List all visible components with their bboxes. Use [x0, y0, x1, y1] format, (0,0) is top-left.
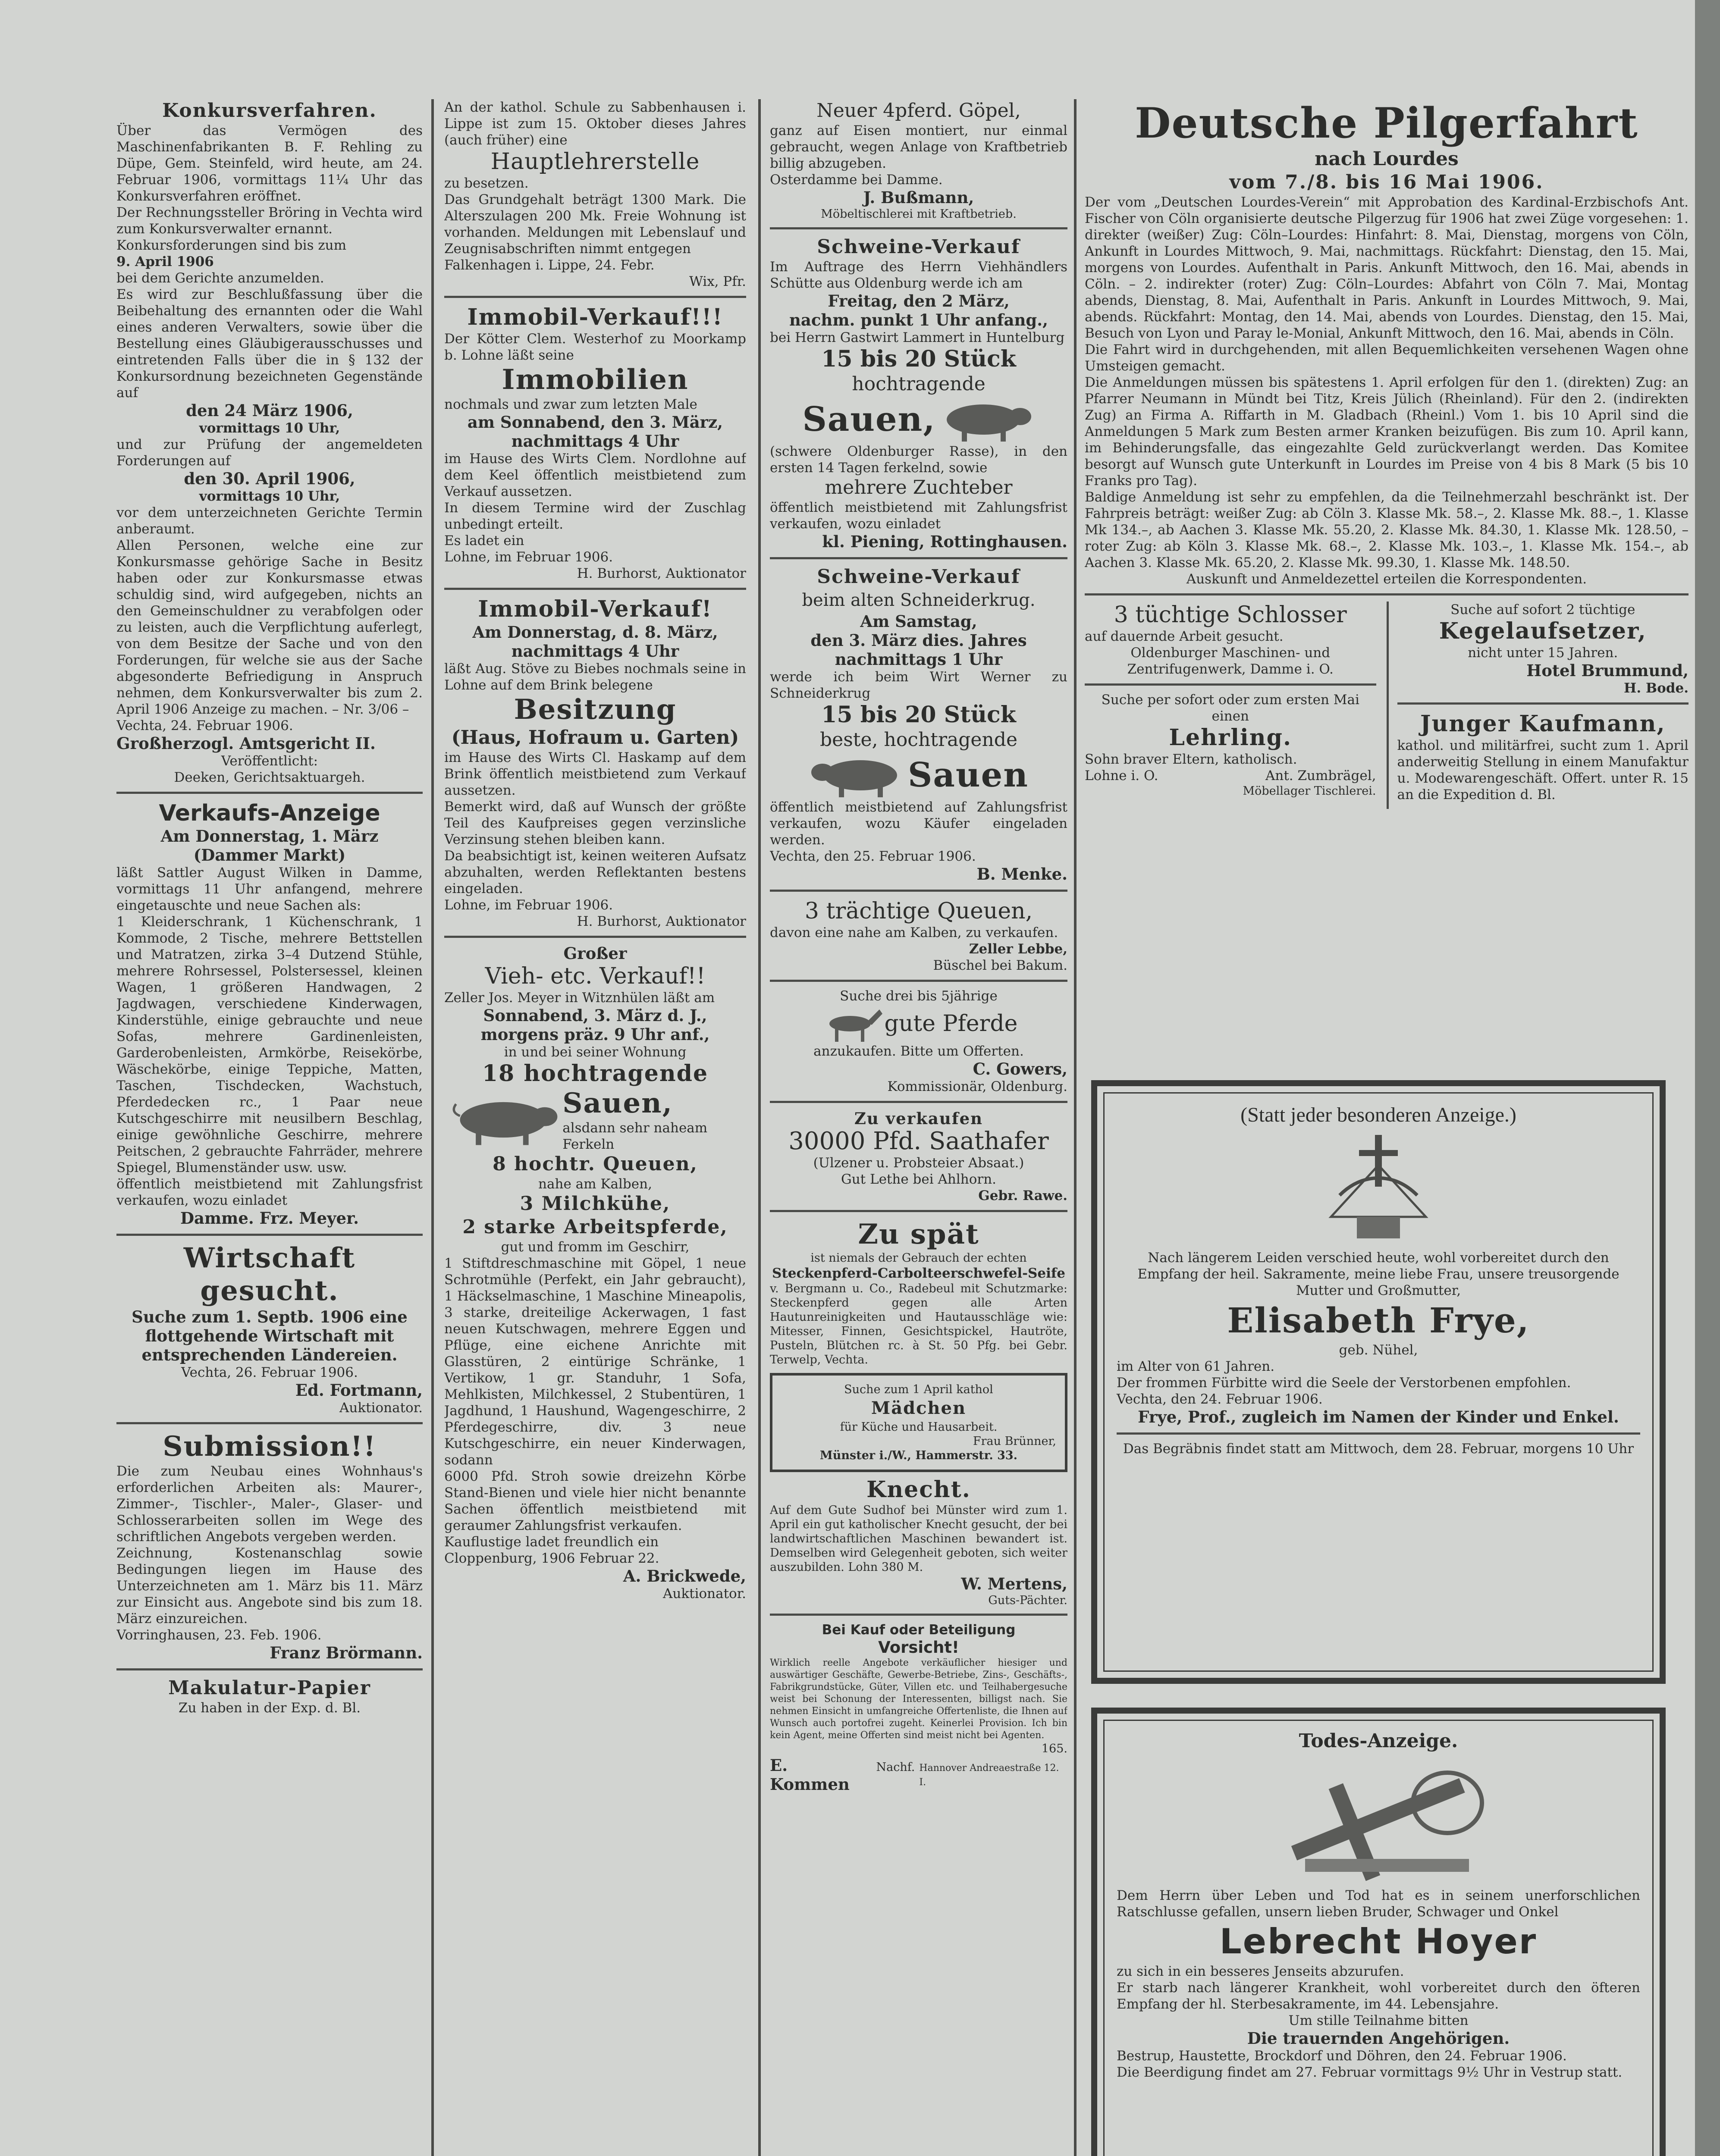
- ad-text: Auf dem Gute Sudhof bei Münster wird zum 1. April ein gut katholischer Knecht gesucht, der bei landwirtschaftlichen Maschinen bewandert ist. Demselben wird Gelegenheit geboten, sich weiter auszubilden. Lohn 380 M.: [770, 1504, 1067, 1574]
- ad-text: werde ich beim Wirt Werner zu Schneiderkrug: [770, 669, 1067, 701]
- ad-title: Makulatur-Papier: [168, 1677, 371, 1699]
- ad-text: läßt Aug. Stöve zu Biebes nochmals seine in Lohne auf dem Brink belegene: [444, 661, 746, 693]
- ad-text: nochmals und zwar zum letzten Male: [444, 397, 697, 412]
- ad-title: Besitzung: [514, 693, 677, 726]
- ad-date: den 3. März dies. Jahres: [810, 631, 1027, 650]
- ad-title: gute Pferde: [884, 1011, 1018, 1037]
- ad-text: Das Grundgehalt beträgt 1300 Mark. Die Alterszulagen 200 Mk. Freie Wohnung ist vorhanden. Meldungen mit Lebenslauf und Zeugnisabschriften nimmt entgegen: [444, 192, 746, 257]
- pig-icon: [809, 752, 908, 799]
- ad-text: v. Bergmann u. Co., Radebeul mit Schutzmarke: Steckenpferd gegen alle Arten Hautunreinigkeiten und Hautausschläge wie: Mitesser, Finnen, Gesichtspickel, Hautröte, Pusteln, Blütchen rc. à St. 50 Pfg. bei Gebr. Terwelp, Vechta.: [770, 1282, 1067, 1366]
- ad-text: Bemerkt wird, daß auf Wunsch der größte Teil des Kaufpreises gegen verzinsliche Verzinsung stehen bleiben kann.: [444, 799, 746, 847]
- ad-place: Osterdamme bei Damme.: [770, 172, 943, 188]
- ad-sign: H. Burhorst, Auktionator: [577, 566, 746, 581]
- ad-text: Sohn braver Eltern, katholisch.: [1085, 752, 1297, 767]
- obituary-inner: [1103, 1092, 1654, 1672]
- cross-ornament-icon: [1314, 1131, 1443, 1247]
- ad-sign: A. Brickwede,: [623, 1567, 746, 1586]
- ad-text: öffentlich meistbietend mit Zahlungsfrist verkaufen, wozu einladet: [116, 1176, 423, 1208]
- ad-sign: Deeken, Gerichtsaktuargeh.: [174, 770, 365, 785]
- obituary-text: Er starb nach längerer Krankheit, wohl vorbereitet durch den öfteren Empfang der hl. Sterbesakramente, im 44. Lebensjahre.: [1117, 1980, 1640, 2012]
- ad-separator: [770, 1101, 1067, 1103]
- ad-text: läßt Sattler August Wilken in Damme, vormittags 11 Uhr anfangend, mehrere eingetauschte und neue Sachen als:: [116, 865, 423, 913]
- ad-text: 1 Kleiderschrank, 1 Küchenschrank, 1 Kommode, 2 Tische, mehrere Bettstellen und Matratzen, zirka 3–4 Dutzend Stühle, mehrere Rohrsessel, Polstersessel, kleinen Wagen, 1 größeren Handwagen, 2 Jagdwagen, verschiedene Kinderwagen, Kinderstühle, einige gebrauchte und neue Sofas, mehrere Gardinenleisten, Garderobenleisten, Armkörbe, Reisekörbe, Wäschekörbe, einige Teppiche, Matten, Taschen, Tischdecken, Wachstuch, Pferdedecken rc., 1 Paar neue Kutschgeschirre mit neusilbern Beschlag, einige gewöhnliche Geschirre, mehrere Peitschen, 2 gebrauchte Fahrräder, mehrere Spiegel, Blumenständer usw. usw.: [116, 914, 423, 1175]
- horse-row: [770, 1004, 1067, 1043]
- sow-row: [770, 752, 1067, 799]
- ad-text: Suche zum 1. Septb. 1906 eine flottgehende Wirtschaft mit entsprechenden Ländereien.: [132, 1307, 408, 1364]
- ad-text: Es wird zur Beschlußfassung über die Beibehaltung des ernannten oder die Wahl eines anderen Verwalters, sowie über die Bestellung eines Gläubigerausschusses und eintretenden Falls über die in § 132 der Konkursordnung bezeichneten Gegenstände auf: [116, 287, 423, 401]
- obituary-burial: Das Begräbnis findet statt am Mittwoch, dem 28. Februar, morgens 10 Uhr: [1123, 1441, 1634, 1457]
- ad-item: mehrere Zuchteber: [825, 476, 1013, 498]
- ad-place: Falkenhagen i. Lippe, 24. Febr.: [444, 257, 655, 273]
- ad-text: nahe am Kalben,: [538, 1176, 652, 1192]
- ad-subtitle: Steckenpferd-Carbolteerschwefel-Seife: [772, 1266, 1065, 1281]
- ad-title: Immobil-Verkauf!: [478, 596, 712, 622]
- ad-text: Allen Personen, welche eine zur Konkursmasse gehörige Sache in Besitz haben oder zur Konkursmasse etwas schuldig sind, wird aufgegeben, nichts an den Gemeinschuldner zu verabfolgen oder zu leisten, auch die Verpflichtung auferlegt, von dem Besitze der Sache und von den Forderungen, für welche sie aus der Sache abgesonderte Befriedigung in Anspruch nehmen, dem Konkursverwalter bis zum 2. April 1906 Anzeige zu machen. – Nr. 3/06 –: [116, 538, 423, 717]
- ad-role: Möbellager Tischlerei.: [1243, 784, 1376, 798]
- ad-title: 3 trächtige Queuen,: [804, 898, 1033, 924]
- ad-count: 15 bis 20 Stück: [821, 346, 1016, 372]
- ad-item: 3 Milchkühe,: [520, 1193, 671, 1215]
- ad-place: Münster i./W., Hammerstr. 33.: [819, 1449, 1018, 1462]
- ad-pretitle: Suche auf sofort 2 tüchtige: [1450, 602, 1635, 617]
- obituary-name: Elisabeth Frye,: [1227, 1300, 1530, 1341]
- ad-role: Auktionator.: [662, 1586, 746, 1601]
- obituary-text: Nach längerem Leiden verschied heute, wohl vorbereitet durch den Empfang der heil. Sakramente, meine liebe Frau, unsere treusorgende Mutter und Großmutter,: [1137, 1250, 1620, 1298]
- ad-immobil-2: [444, 596, 746, 930]
- ad-pretitle: Zu verkaufen: [854, 1109, 983, 1128]
- ad-subtitle: beste, hochtragende: [820, 729, 1017, 751]
- ad-separator: [1117, 1432, 1640, 1435]
- ad-time: morgens präz. 9 Uhr anf.,: [480, 1025, 710, 1044]
- ad-separator: [770, 890, 1067, 892]
- ad-vorsicht: [770, 1622, 1067, 1794]
- ad-role: Auktionator.: [339, 1400, 423, 1416]
- pig-row: [444, 1087, 746, 1153]
- ad-title: Sauen: [908, 755, 1029, 795]
- sow-row: [770, 396, 1067, 443]
- ad-separator: [116, 1668, 423, 1670]
- ad-text: Kauflustige ladet freundlich ein: [444, 1534, 659, 1550]
- ad-text: Zeller Jos. Meyer in Witznhülen läßt am: [444, 990, 715, 1006]
- ad-sign: W. Mertens,: [961, 1574, 1067, 1593]
- ad-text: Über das Vermögen des Maschinenfabrikanten B. F. Rehling zu Düpe, Gem. Steinfeld, wird heute, am 24. Februar 1906, vormittags 11¼ Uhr das Konkursverfahren eröffnet.: [116, 123, 423, 204]
- ad-title: Submission!!: [163, 1430, 377, 1463]
- ad-sign: B. Menke.: [976, 865, 1067, 884]
- ad-time: nachm. punkt 1 Uhr anfang.,: [789, 310, 1048, 329]
- ad-separator: [444, 296, 746, 298]
- cross-wreath-icon: [1245, 1755, 1512, 1885]
- ad-goepel: [770, 99, 1067, 221]
- ad-separator: [770, 227, 1067, 229]
- ad-sign: Ant. Zumbrägel,: [1265, 768, 1376, 783]
- ad-title: Knecht.: [866, 1476, 971, 1503]
- ad-title: Wirtschaft: [183, 1242, 356, 1274]
- ad-title: Verkaufs-Anzeige: [159, 800, 380, 826]
- ad-title: gesucht.: [200, 1275, 339, 1307]
- column-rule: [758, 99, 761, 2156]
- column-rule: [1074, 99, 1077, 2156]
- ad-separator: [770, 1614, 1067, 1616]
- obituary-burial: Die Beerdigung findet am 27. Februar vormittags 9½ Uhr in Vestrup statt.: [1117, 2065, 1623, 2080]
- ad-title: Vorsicht!: [878, 1638, 959, 1657]
- obituary-hoyer: [1091, 1708, 1666, 2156]
- ad-title: Lehrling.: [1169, 724, 1292, 751]
- ad-title: 3 tüchtige Schlosser: [1114, 602, 1347, 628]
- ad-text: Konkursforderungen sind bis zum: [116, 238, 347, 253]
- ad-text: öffentlich meistbietend mit Zahlungsfrist verkaufen, wozu einladet: [770, 500, 1067, 532]
- lehrling-sign-row: [1085, 768, 1376, 784]
- ad-item: 8 hochtr. Queuen,: [493, 1153, 698, 1175]
- obituary-text: Dem Herrn über Leben und Tod hat es in seinem unerforschlichen Ratschlusse gefallen, unsern lieben Bruder, Schwager und Onkel: [1117, 1888, 1640, 1920]
- ad-date: am Sonnabend, den 3. März,: [467, 413, 723, 432]
- ad-konkurs: [116, 99, 423, 786]
- ad-role: Guts-Pächter.: [988, 1594, 1067, 1607]
- ad-role: Möbeltischlerei mit Kraftbetrieb.: [821, 207, 1017, 221]
- ad-submission: [116, 1430, 423, 1662]
- column-1: [116, 99, 423, 2156]
- obituary-text: Um stille Teilnahme bitten: [1288, 2013, 1469, 2028]
- ad-time: nachmittags 1 Uhr: [835, 650, 1003, 669]
- ad-pretitle: Großer: [563, 944, 627, 963]
- ad-subtitle: (Dammer Markt): [193, 846, 346, 865]
- ad-text: Es ladet ein: [444, 533, 524, 548]
- ad-sign: Franz Brörmann.: [270, 1643, 423, 1662]
- ad-text: Der vom „Deutschen Lourdes-Verein“ mit Approbation des Kardinal-Erzbischofs Ant. Fischer von Cöln organisierte deutsche Pilgerzug für 1906 hat zwei Züge vorgesehen: 1. direkter (weißer) Zug: Cöln–Lourdes: Hinfahrt: 8. Mai, Dienstag, morgens von Cöln, Ankunft in Lourdes Mittwoch, 9. Mai, nachmittags. Rückfahrt: Dienstag, den 15. Mai, morgens von Lourdes. Aufenthalt in Paris. Ankunft Mittwoch, den 16. Mai, abends in Cöln. – 2. indirekter (roter) Zug: Cöln–Lourdes: Abfahrt von Cöln 7. Mai, Montag abends, Dienstag, 8. Mai, Aufenthalt in Paris. Ankunft in Lourdes Mittwoch, 9. Mai, abends. Rückfahrt: Montag, den 14. Mai, abends von Lourdes. Dienstag, den 15. Mai, Besuch von Lyon und Paray le-Monial, Ankunft Mittwoch, den 16. Mai, abends in Cöln.: [1085, 194, 1689, 341]
- ad-left-stack: [1085, 602, 1376, 809]
- ad-text: bei dem Gerichte anzumelden.: [116, 270, 324, 286]
- ad-text: für Küche und Hausarbeit.: [840, 1420, 998, 1434]
- ad-right-stack: [1387, 602, 1689, 809]
- ad-sign: Zeller Lebbe,: [969, 941, 1067, 957]
- ad-title: Mädchen: [871, 1398, 967, 1418]
- ad-separator: [770, 980, 1067, 982]
- ad-ref: 165.: [1041, 1742, 1067, 1755]
- ad-title: Immobilien: [502, 364, 689, 396]
- obituary-heading: Todes-Anzeige.: [1299, 1730, 1458, 1752]
- ad-text: Zu haben in der Exp. d. Bl.: [178, 1700, 361, 1716]
- binding-edge: [1695, 0, 1720, 2156]
- ad-text: zu besetzen.: [444, 175, 529, 191]
- ad-time: nachmittags 4 Uhr: [511, 642, 679, 661]
- ad-place: Vechta, den 25. Februar 1906.: [770, 849, 976, 864]
- obituary-sign: Die trauernden Angehörigen.: [1247, 2029, 1510, 2048]
- pig-icon: [936, 396, 1035, 443]
- ad-maedchen: [770, 1373, 1067, 1472]
- ad-sign: kl. Piening, Rottinghausen.: [822, 532, 1067, 551]
- ad-wirtschaft: [116, 1242, 423, 1416]
- ad-separator: [116, 1422, 423, 1424]
- ad-pretitle: Suche per sofort oder zum ersten Mai einen: [1101, 692, 1359, 724]
- ad-sign: Nachf.: [876, 1761, 915, 1774]
- ad-date: Sonnabend, 3. März d. J.,: [483, 1006, 707, 1025]
- ad-date: vom 7./8. bis 16 Mai 1906.: [1229, 171, 1544, 193]
- obituary-place: Vechta, den 24. Februar 1906.: [1117, 1391, 1323, 1407]
- ad-schweine-2: [770, 565, 1067, 884]
- ad-kaufmann: [1397, 711, 1689, 803]
- ad-title: Vieh- etc. Verkauf!!: [485, 963, 706, 989]
- ad-text: ist niemals der Gebrauch der echten: [810, 1251, 1027, 1265]
- obituary-name: Lebrecht Hoyer: [1219, 1921, 1538, 1962]
- obituary-heading: (Statt jeder besonderen Anzeige.): [1240, 1103, 1516, 1126]
- ad-date: den 30. April 1906,: [184, 469, 355, 488]
- ad-text: Die Anmeldungen müssen bis spätestens 1. April erfolgen für den 1. (direkten) Zug: an Pfarrer Neumann in Mündt bei Titz, Kreis Jülich (Rheinland). Für den 2. (indirekten Zug) an Firma A. Riffarth in M. Gladbach (Rheinl.) Vom 1. bis 10 April sind die Anmeldungen 5 Mark zum Besten armer Kranken beizufügen. Bis zum 10. April kann, im Behinderungsfalle, das eingezahlte Geld zurückverlangt werden. Das Komitee besorgt auf Wunsch gute Unterkunft in Lourdes im Preise von 4 bis 8 Mark (5 bis 10 Franks pro Tag).: [1085, 375, 1689, 489]
- ad-text: im Hause des Wirts Clem. Nordlohne auf dem Keel öffentlich meistbietend zum Verkauf aussetzen.: [444, 451, 746, 499]
- ad-time: vormittags 10 Uhr,: [199, 420, 340, 436]
- ad-queuen: [770, 898, 1067, 974]
- ad-title: Immobil-Verkauf!!!: [467, 304, 723, 330]
- ad-separator: [1085, 683, 1376, 686]
- ad-text: Die Fahrt wird in durchgehenden, mit allen Bequemlichkeiten versehenen Wagen ohne Umsteigen gemacht.: [1085, 342, 1689, 374]
- ad-kegel: [1397, 602, 1689, 696]
- ad-separator: [770, 557, 1067, 559]
- ad-title: 30000 Pfd. Saathafer: [788, 1127, 1049, 1155]
- ad-text: alsdann sehr naheam Ferkeln: [562, 1120, 708, 1152]
- ad-sign: H. Bode.: [1624, 680, 1689, 696]
- ad-saathafer: [770, 1109, 1067, 1204]
- ad-title: Junger Kaufmann,: [1420, 711, 1666, 737]
- ad-place: Vechta, 26. Februar 1906.: [181, 1365, 358, 1380]
- ad-text: Baldige Anmeldung ist sehr zu empfehlen, da die Teilnehmerzahl beschränkt ist. Der Fahrpreis beträgt: weißer Zug: ab Cöln 3. Klasse Mk. 58.–, 2. Klasse Mk. 88.–, 1. Klasse Mk 134.–, ab Aachen 3. Klasse Mk. 55.20, 2. Klasse Mk. 84.30, 1. Klasse Mk. 128.50, – roter Zug: ab Köln 3. Klasse Mk. 68.–, 2. Klasse Mk. 103.–, 1. Klasse Mk. 154.–, ab Aachen 3. Klasse Mk. 65.20, 2. Klasse Mk. 99.30, 1. Klasse Mk. 148.50.: [1085, 489, 1689, 570]
- ad-text: Da beabsichtigt ist, keinen weiteren Aufsatz abzuhalten, werden Reflektanten bestens eingeladen.: [444, 848, 746, 896]
- obituary-frye: [1091, 1080, 1666, 1684]
- ad-row: [1085, 602, 1689, 809]
- ad-text: ganz auf Eisen montiert, nur einmal gebraucht, wegen Anlage von Kraftbetrieb billig abzugeben.: [770, 123, 1067, 171]
- ad-sign: Wix, Pfr.: [689, 274, 746, 289]
- ad-text: An der kathol. Schule zu Sabbenhausen i. Lippe ist zum 15. Oktober dieses Jahres (auch früher) eine: [444, 100, 746, 148]
- ad-title: Sauen,: [802, 400, 936, 439]
- ad-title: Hauptlehrerstelle: [490, 149, 700, 175]
- ad-title: Konkursverfahren.: [162, 100, 377, 122]
- obituary-text: im Alter von 61 Jahren.: [1117, 1359, 1275, 1374]
- ad-court: Großherzogl. Amtsgericht II.: [116, 734, 376, 753]
- ad-place: Vechta, 24. Februar 1906.: [116, 718, 293, 733]
- obituary-place: Bestrup, Haustette, Brockdorf und Döhren, den 24. Februar 1906.: [1117, 2048, 1567, 2064]
- ad-sign: Oldenburger Maschinen- und Zentrifugenwerk, Damme i. O.: [1127, 645, 1334, 677]
- obituary-text: geb. Nühel,: [1339, 1342, 1418, 1358]
- ad-separator: [444, 936, 746, 938]
- ad-date: Am Donnerstag, 1. März: [160, 827, 379, 846]
- ad-subtitle: beim alten Schneiderkrug.: [802, 590, 1036, 610]
- ad-place: Cloppenburg, 1906 Februar 22.: [444, 1551, 659, 1566]
- ad-date: den 24 März 1906,: [186, 401, 353, 420]
- ad-title: Kegelaufsetzer,: [1439, 618, 1647, 644]
- ad-separator: [1085, 593, 1689, 595]
- ad-text: vor dem unterzeichneten Gerichte Termin anberaumt.: [116, 505, 423, 537]
- ad-subtitle: nach Lourdes: [1315, 148, 1459, 170]
- ad-text: Gut Lethe bei Ahlhorn.: [841, 1172, 997, 1187]
- ad-separator: [770, 1210, 1067, 1212]
- obituary-sign: Frye, Prof., zugleich im Namen der Kinder und Enkel.: [1138, 1407, 1619, 1426]
- ad-date: Freitag, den 2 März,: [828, 291, 1010, 310]
- ad-text: bei Herrn Gastwirt Lammert in Huntelburg: [770, 330, 1065, 345]
- ad-sign: Frau Brünner,: [973, 1435, 1056, 1448]
- ad-pretitle: Suche drei bis 5jährige: [840, 988, 998, 1004]
- ad-lehrling: [1085, 692, 1376, 798]
- ad-lehrer: [444, 99, 746, 290]
- ad-pretitle: Bei Kauf oder Beteiligung: [822, 1622, 1016, 1638]
- ad-schlosser: [1085, 602, 1376, 677]
- ad-count: 15 bis 20 Stück: [821, 702, 1016, 728]
- ad-separator: [116, 792, 423, 794]
- ad-text: öffentlich meistbietend auf Zahlungsfrist verkaufen, wozu Käufer eingeladen werden.: [770, 799, 1067, 848]
- ad-title: Sauen,: [562, 1087, 673, 1119]
- ad-date: Am Donnerstag, d. 8. März,: [472, 623, 718, 642]
- ad-zu-spaet: [770, 1218, 1067, 1367]
- ad-place: Büschel bei Bakum.: [933, 958, 1067, 973]
- ad-time: vormittags 10 Uhr,: [199, 489, 340, 504]
- ad-text: und zur Prüfung der angemeldeten Forderungen auf: [116, 437, 423, 469]
- ad-title: Deutsche Pilgerfahrt: [1135, 99, 1638, 147]
- ad-separator: [1397, 702, 1689, 705]
- ad-place: Lohne, im Februar 1906.: [444, 549, 613, 565]
- ad-title: Neuer 4pferd. Göpel,: [816, 100, 1021, 122]
- ad-text: Im Auftrage des Herrn Viehhändlers Schütte aus Oldenburg werde ich am: [770, 259, 1067, 291]
- ad-text: 1 Stiftdreschmaschine mit Göpel, 1 neue Schrotmühle (Perfekt, ein Jahr gebraucht), 1 Häckselmaschine, 1 Maschine Mineapolis, 3 starke, dreiteilige Ackerwagen, 1 fast neuen Kutschwagen, mehrere Eggen und Pflüge, eine eichene Anrichte mit Glasstüren, 2 eintürige Schränke, 1 Vertikow, 1 gr. Standuhr, 1 Sofa, Mehlkisten, Milchkessel, 2 Stubentüren, 1 Jagdhund, 1 Haushund, Wagengeschirre, 2 Pferdegeschirre, div. 3 neue Kutschgeschirre, ein neuer Kinderwagen, sodann: [444, 1256, 746, 1468]
- obituary-text: zu sich in ein besseres Jenseits abzurufen.: [1117, 1964, 1404, 1979]
- ad-text: (schwere Oldenburger Rasse), in den ersten 14 Tagen ferkelnd, sowie: [770, 444, 1067, 476]
- obituary-inner: [1103, 1720, 1654, 2156]
- ad-text: Suche zum 1 April kathol: [844, 1383, 993, 1396]
- ad-text: (Ulzener u. Probsteier Absaat.): [813, 1155, 1024, 1171]
- pig-icon: [444, 1090, 562, 1150]
- ad-text: im Hause des Wirts Cl. Haskamp auf dem Brink öffentlich meistbietend zum Verkauf aussetzen.: [444, 750, 746, 798]
- ad-sign: Ed. Fortmann,: [295, 1381, 423, 1400]
- ad-sign: Gebr. Rawe.: [978, 1188, 1067, 1203]
- ad-text: Zeichnung, Kostenanschlag sowie Bedingungen liegen im Hause des Unterzeichneten am 1. März bis 11. März zur Einsicht aus. Angebote sind bis zum 18. März einzureichen.: [116, 1545, 423, 1626]
- ad-text: gut und fromm im Geschirr,: [501, 1239, 690, 1255]
- ad-title: Schweine-Verkauf: [817, 566, 1020, 588]
- ad-text: kathol. und militärfrei, sucht zum 1. April anderweitig Stellung in einem Manufaktur u. Modewarengeschäft. Offert. unter R. 15 an die Expedition d. Bl.: [1397, 738, 1689, 802]
- ad-place: Lohne, im Februar 1906.: [444, 897, 613, 913]
- ad-text: Die zum Neubau eines Wohnhaus's erforderlichen Arbeiten als: Maurer-, Zimmer-, Tischler-, Maler-, Glaser- und Schlosserarbeiten sollen im Wege des schriftlichen Angebots vergeben werden.: [116, 1463, 423, 1545]
- ad-time: nachmittags 4 Uhr: [511, 432, 679, 451]
- ad-sign: E. Kommen: [770, 1756, 850, 1794]
- horse-icon: [820, 1004, 885, 1043]
- ad-text: Der Kötter Clem. Westerhof zu Moorkamp b. Lohne läßt seine: [444, 331, 746, 363]
- ad-item: 2 starke Arbeitspferde,: [462, 1216, 728, 1238]
- ad-title: Schweine-Verkauf: [817, 236, 1020, 258]
- ad-date: Am Samstag,: [860, 612, 977, 631]
- ad-separator: [116, 1234, 423, 1236]
- ad-text: Wirklich reelle Angebote verkäuflicher hiesiger und auswärtiger Geschäfte, Gewerbe-Betriebe, Zins-, Geschäfts-, Fabrikgrundstücke, Güter, Villen etc. und Teilhabergesuche weist bei Schonung der Interessenten, billigst nach. Sie nehmen Einsicht in umfangreiche Offertenliste, die Ihnen auf Wunsch auch portofrei zugeht. Keinerlei Provision. Ich bin kein Agent, meine Offerten sind meist nicht bei Agenten.: [770, 1658, 1067, 1741]
- ad-text: auf dauernde Arbeit gesucht.: [1085, 629, 1284, 644]
- ad-text: davon eine nahe am Kalben, zu verkaufen.: [770, 925, 1058, 940]
- ad-text: 6000 Pfd. Stroh sowie dreizehn Körbe Stand-Bienen und viele hier nicht benannte Sachen öffentlich meistbietend mit geraumer Zahlungsfrist verkaufen.: [444, 1469, 746, 1533]
- ad-sign: H. Burhorst, Auktionator: [577, 914, 746, 929]
- ad-verkauf: [116, 800, 423, 1228]
- ad-sign: J. Bußmann,: [863, 188, 974, 207]
- ad-title: 18 hochtragende: [482, 1060, 709, 1087]
- ad-text: In diesem Termine wird der Zuschlag unbedingt erteilt.: [444, 500, 746, 532]
- ad-text: in und bei seiner Wohnung: [504, 1044, 687, 1060]
- ad-date: 9. April 1906: [116, 254, 214, 270]
- ad-place: Vorringhausen, 23. Feb. 1906.: [116, 1627, 322, 1643]
- ad-place: Hannover Andreaestraße 12. I.: [919, 1763, 1059, 1788]
- ad-subtitle: hochtragende: [852, 373, 986, 395]
- ad-separator: [444, 588, 746, 590]
- ad-knecht: [770, 1476, 1067, 1608]
- ad-text: Veröffentlicht:: [221, 753, 318, 769]
- column-3: [770, 99, 1067, 2156]
- column-rule: [431, 99, 434, 2156]
- ad-immobil-1: [444, 304, 746, 582]
- column-2: [444, 99, 746, 2156]
- ad-role: Kommissionär, Oldenburg.: [887, 1079, 1067, 1094]
- ad-text: nicht unter 15 Jahren.: [1468, 645, 1618, 661]
- obituary-text: Der frommen Fürbitte wird die Seele der Verstorbenen empfohlen.: [1117, 1375, 1571, 1391]
- ad-schweine-1: [770, 235, 1067, 551]
- ad-sign: Damme. Frz. Meyer.: [180, 1209, 359, 1228]
- ad-title: Zu spät: [858, 1218, 979, 1250]
- ad-subtitle: (Haus, Hofraum u. Garten): [451, 727, 739, 749]
- ad-place: Lohne i. O.: [1085, 768, 1158, 783]
- ad-text: anzukaufen. Bitte um Offerten.: [813, 1044, 1024, 1059]
- ad-pferde: [770, 988, 1067, 1095]
- ad-text: Auskunft und Anmeldezettel erteilen die Korrespondenten.: [1186, 571, 1587, 587]
- vorsicht-sign-row: [770, 1756, 1067, 1794]
- ad-text: Der Rechnungssteller Bröring in Vechta wird zum Konkursverwalter ernannt.: [116, 205, 423, 237]
- ad-sign: Hotel Brummund,: [1526, 661, 1689, 680]
- ad-makulatur: [116, 1677, 423, 1716]
- ad-sign: C. Gowers,: [973, 1059, 1067, 1078]
- ad-vieh: [444, 944, 746, 1602]
- ad-pilgerfahrt: [1085, 99, 1689, 587]
